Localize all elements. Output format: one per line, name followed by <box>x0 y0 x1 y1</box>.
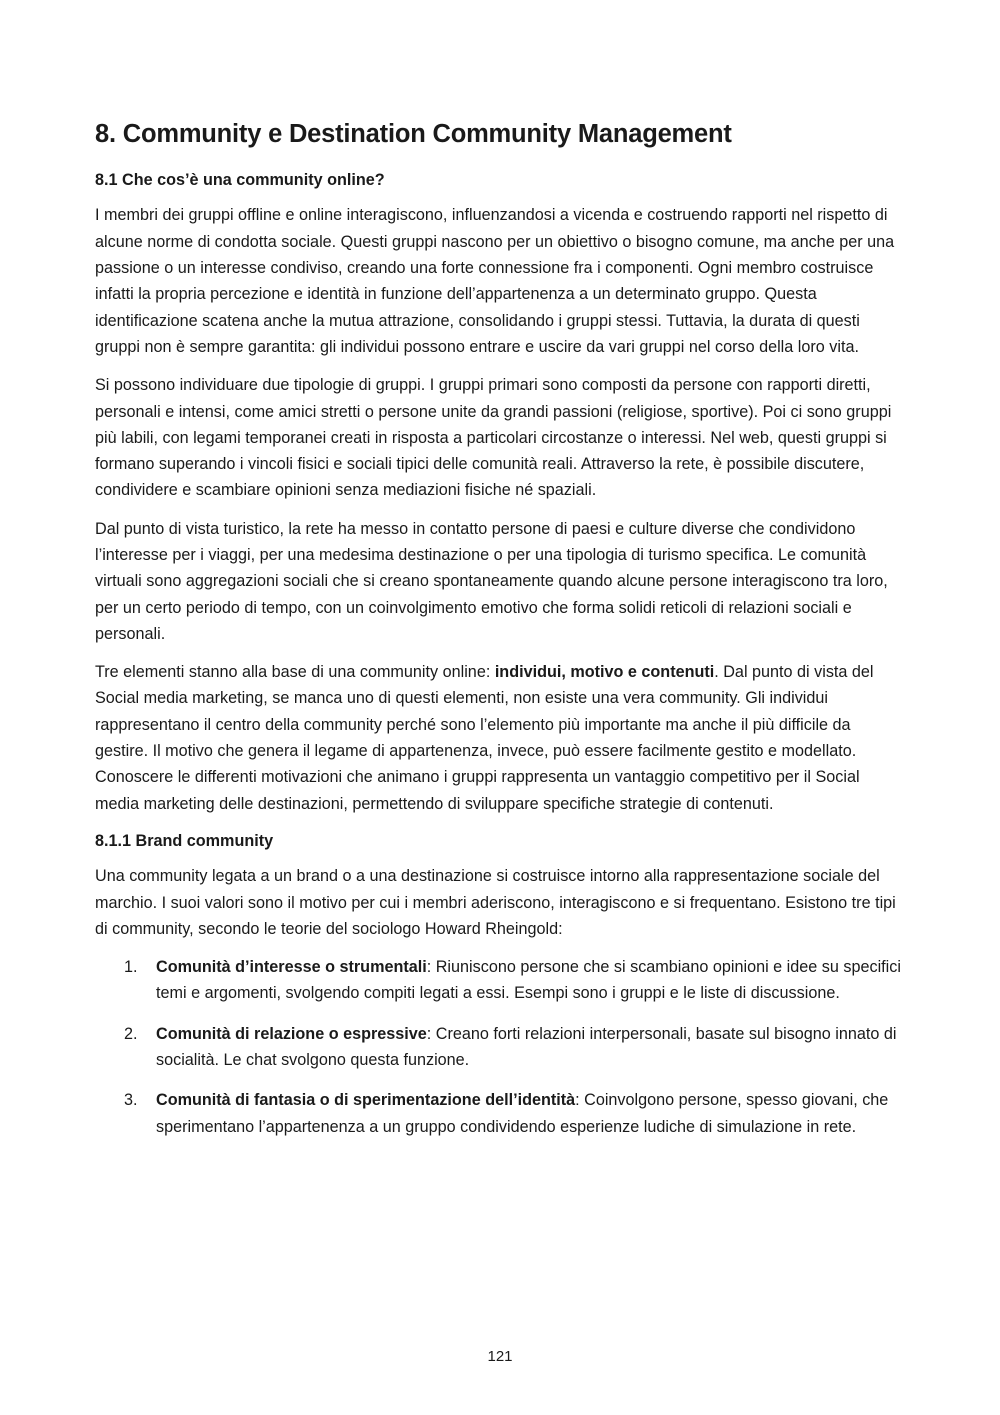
page-content <box>95 118 907 1154</box>
page-title: 8. Community e Destination Community Management <box>95 120 732 148</box>
list-item-number: 2. <box>124 1024 138 1043</box>
list-item-number: 1. <box>124 958 138 977</box>
list-item <box>124 1021 907 1074</box>
list-item-number: 3. <box>124 1091 138 1110</box>
paragraph-4-bold: individui, motivo e contenuti <box>494 663 715 682</box>
list-item <box>124 1087 907 1140</box>
paragraph-2: Si possono individuare due tipologie di gruppi. I gruppi primari sono composti da persone con rapporti diretti, personali e intensi, come amici stretti o persone unite da grandi passioni (religiose, sportive). Poi ci sono gruppi più labili, con legami temporanei creati in risposta a particolari circostanze o interessi. Nel web, questi gruppi si formano superando i vincoli fisici e sociali tipici delle comunità reali. Attraverso la rete, è possibile discutere, condividere e scambiare opinioni senza mediazioni fisiche né spaziali. <box>95 376 892 500</box>
paragraph-1: I membri dei gruppi offline e online interagiscono, influenzandosi a vicenda e costruendo rapporti nel rispetto di alcune norme di condotta sociale. Questi gruppi nascono per un obiettivo o bisogno comune, ma anche per una passione o un interesse condiviso, creando una forte connessione fra i componenti. Ogni membro costruisce infatti la propria percezione e identità in funzione dell’appartenenza a un determinato gruppo. Questa identificazione scatena anche la mutua attrazione, consolidando i gruppi stessi. Tuttavia, la durata di questi gruppi non è sempre garantita: gli individui possono entrare e uscire da vari gruppi nel corso della loro vita. <box>95 206 895 356</box>
list-item-term: Comunità di fantasia o di sperimentazione dell’identità <box>156 1091 576 1110</box>
list-item-term: Comunità d’interesse o strumentali <box>156 958 427 977</box>
section-heading-8-1: 8.1 Che cos’è una community online? <box>95 171 385 190</box>
paragraph-4 <box>95 659 907 817</box>
list-item <box>124 954 907 1007</box>
brand-community-intro: Una community legata a un brand o a una destinazione si costruisce intorno alla rappresentazione sociale del marchio. I suoi valori sono il motivo per cui i membri aderiscono, interagiscono e si frequentano. Esistono tre tipi di community, secondo le teorie del sociologo Howard Rheingold: <box>95 867 896 938</box>
list-item-text: : Coinvolgono persone, spesso giovani, che sperimentano l’appartenenza a un gruppo condividendo esperienze ludiche di simulazione in rete. <box>156 1091 889 1136</box>
community-types-list <box>95 954 907 1140</box>
list-item-text: : Creano forti relazioni interpersonali, basate sul bisogno innato di socialità. Le chat svolgono questa funzione. <box>156 1024 897 1070</box>
section-heading-8-1-1: 8.1.1 Brand community <box>95 831 274 850</box>
list-item-term: Comunità di relazione o espressive <box>156 1024 427 1043</box>
paragraph-3: Dal punto di vista turistico, la rete ha messo in contatto persone di paesi e culture diverse che condividono l’interesse per i viaggi, per una medesima destinazione o per una tipologia di turismo specifica. Le comunità virtuali sono aggregazioni sociali che si creano spontaneamente quando alcune persone interagiscono tra loro, per un certo periodo di tempo, con un coinvolgimento emotivo che forma solidi reticoli di relazioni sociali e personali. <box>95 519 888 643</box>
paragraph-4-start: Tre elementi stanno alla base di una community online: <box>95 663 495 682</box>
list-item-text: : Riuniscono persone che si scambiano opinioni e idee su specifici temi e argomenti, svolgendo compiti legati a essi. Esempi sono i gruppi e le liste di discussione. <box>156 958 901 1003</box>
page-number: 121 <box>487 1348 513 1365</box>
paragraph-4-end: . Dal punto di vista del Social media marketing, se manca uno di questi elementi, non esiste una vera community. Gli individui rappresentano il centro della community perché sono l’elemento più importante ma anche il più difficile da gestire. Il motivo che genera il legame di appartenenza, invece, può essere facilmente gestito e modellato. Conoscere le differenti motivazioni che animano i gruppi rappresenta un vantaggio competitivo per il Social media marketing delle destinazioni, permettendo di sviluppare specifiche strategie di contenuti. <box>95 663 874 813</box>
